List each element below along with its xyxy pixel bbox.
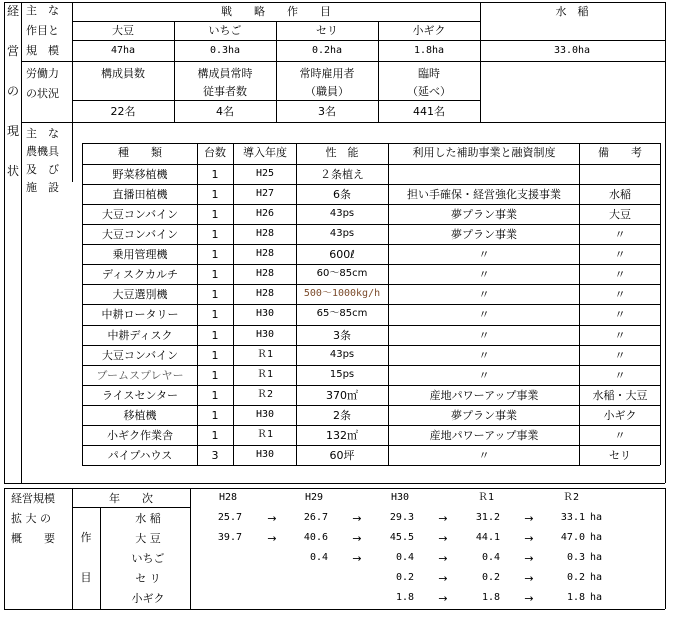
expansion-value: 44.1 — [475, 532, 500, 543]
machinery-cell-perf: 600ℓ — [329, 248, 355, 261]
year-header: H30 — [390, 492, 410, 503]
machinery-cell-perf: 60坪 — [329, 449, 355, 462]
unit-label: ha — [590, 532, 603, 543]
expansion-value: 0.4 — [309, 552, 328, 563]
expansion-value: 0.4 — [481, 552, 500, 563]
labor-header: （職員） — [305, 85, 349, 98]
year-header: Ｒ2 — [562, 492, 580, 503]
machinery-cell-perf: 15ps — [329, 369, 355, 380]
machinery-cell-perf: ２条植え — [320, 168, 364, 181]
machinery-cell-count: 1 — [211, 308, 219, 321]
machinery-header: 種 類 — [118, 146, 162, 159]
expansion-value: 40.6 — [303, 532, 328, 543]
machinery-cell-program: 夢プラン事業 — [451, 228, 517, 241]
machinery-cell-note: 〃 — [614, 429, 626, 442]
machinery-label: 及 び — [26, 163, 59, 176]
machinery-cell-name: 乗用管理機 — [112, 248, 168, 261]
unit-label: ha — [590, 572, 603, 583]
machinery-cell-name: 野菜移植機 — [112, 168, 168, 181]
machinery-cell-year: H26 — [255, 208, 275, 219]
machinery-header: 備 考 — [598, 146, 642, 159]
expansion-crop-name: いちご — [131, 552, 165, 565]
machinery-cell-note: 〃 — [614, 369, 626, 382]
machinery-cell-year: Ｒ1 — [256, 349, 274, 360]
arrow-icon: → — [438, 572, 448, 585]
expansion-value: 26.7 — [303, 512, 328, 523]
labor-header: 構成員数 — [101, 67, 145, 80]
labor-row-label: 労働力 — [26, 67, 59, 80]
arrow-icon: → — [267, 512, 277, 525]
labor-header: 臨時 — [418, 67, 440, 80]
machinery-cell-name: 大豆コンバイン — [101, 208, 179, 221]
expansion-value: 33.1 — [560, 512, 585, 523]
strategy-crops-header: 戦 略 作 目 — [221, 5, 331, 18]
machinery-cell-note: 〃 — [614, 268, 626, 281]
labor-value: 22名 — [110, 105, 136, 118]
expansion-value: 1.8 — [481, 592, 500, 603]
machinery-header: 利用した補助事業と融資制度 — [412, 146, 556, 159]
machinery-label: 農機具 — [26, 145, 59, 158]
labor-header: 従事者数 — [203, 85, 247, 98]
arrow-icon: → — [524, 552, 534, 565]
item-label: 作 — [80, 531, 92, 544]
expansion-value: 0.2 — [566, 572, 585, 583]
rice-header: 水 稲 — [555, 5, 589, 18]
machinery-cell-perf: 132㎡ — [326, 429, 358, 442]
machinery-cell-note: 小ギク — [603, 409, 637, 422]
machinery-header: 台数 — [204, 146, 226, 159]
machinery-cell-count: 1 — [211, 268, 219, 281]
crop-name: 大豆 — [112, 24, 134, 37]
machinery-cell-perf: 60～85cm — [316, 268, 368, 279]
expansion-value: 45.5 — [389, 532, 414, 543]
arrow-icon: → — [267, 532, 277, 545]
machinery-label: 主 な — [26, 127, 59, 140]
machinery-cell-count: 1 — [211, 329, 219, 342]
machinery-cell-note: 水稲・大豆 — [592, 389, 648, 402]
machinery-cell-perf: 43ps — [329, 208, 355, 219]
machinery-cell-count: 1 — [211, 349, 219, 362]
machinery-cell-program: 夢プラン事業 — [451, 409, 517, 422]
labor-value: 441名 — [413, 105, 445, 118]
expansion-value: 0.2 — [395, 572, 414, 583]
machinery-cell-note: 水稲 — [609, 188, 631, 201]
machinery-cell-program: 〃 — [478, 308, 490, 321]
machinery-cell-name: 小ギク作業舎 — [107, 429, 173, 442]
arrow-icon: → — [438, 532, 448, 545]
arrow-icon: → — [352, 552, 362, 565]
labor-value: 3名 — [318, 105, 336, 118]
expansion-value: 1.8 — [566, 592, 585, 603]
machinery-cell-name: 移植機 — [123, 409, 157, 422]
machinery-cell-count: 1 — [211, 248, 219, 261]
labor-row-label: の状況 — [26, 87, 59, 100]
arrow-icon: → — [524, 512, 534, 525]
machinery-cell-count: 1 — [211, 409, 219, 422]
expansion-crop-name: セ リ — [135, 572, 161, 585]
machinery-cell-name: 直播田植機 — [112, 188, 168, 201]
machinery-cell-perf: 500～1000kg/h — [303, 288, 381, 299]
machinery-cell-count: 1 — [211, 429, 219, 442]
machinery-cell-year: H28 — [255, 288, 275, 299]
machinery-cell-year: H28 — [255, 268, 275, 279]
machinery-cell-note: 〃 — [614, 288, 626, 301]
machinery-cell-name: 大豆コンバイン — [101, 228, 179, 241]
machinery-cell-perf: 43ps — [329, 228, 355, 239]
labor-header: 構成員常時 — [197, 67, 253, 80]
machinery-cell-name: ライスセンター — [101, 389, 179, 402]
machinery-cell-year: Ｒ1 — [256, 429, 274, 440]
machinery-cell-perf: 370㎡ — [326, 389, 358, 402]
machinery-cell-count: 1 — [211, 168, 219, 181]
expansion-value: 29.3 — [389, 512, 414, 523]
machinery-cell-program: 〃 — [478, 288, 490, 301]
arrow-icon: → — [524, 572, 534, 585]
machinery-cell-note: 〃 — [614, 248, 626, 261]
year-header: H29 — [304, 492, 324, 503]
arrow-icon: → — [352, 512, 362, 525]
machinery-cell-count: 3 — [211, 449, 219, 462]
unit-label: ha — [590, 512, 603, 523]
expansion-value: 0.4 — [395, 552, 414, 563]
expansion-label: 概 要 — [11, 532, 55, 545]
machinery-cell-count: 1 — [211, 228, 219, 241]
side-label-char: 経 — [6, 4, 20, 18]
machinery-cell-perf: 2条 — [333, 409, 351, 422]
labor-value: 4名 — [216, 105, 234, 118]
labor-header: 常時雇用者 — [299, 67, 355, 80]
machinery-cell-name: 中耕ロータリー — [101, 308, 179, 321]
crop-name: いちご — [208, 24, 242, 37]
crop-name: 小ギク — [412, 24, 446, 37]
unit-label: ha — [590, 592, 603, 603]
machinery-cell-year: H30 — [255, 329, 275, 340]
machinery-cell-program: 夢プラン事業 — [451, 208, 517, 221]
machinery-cell-count: 1 — [211, 208, 219, 221]
machinery-cell-year: H27 — [255, 188, 275, 199]
expansion-crop-name: 大 豆 — [135, 532, 161, 545]
machinery-cell-year: H30 — [255, 409, 275, 420]
arrow-icon: → — [524, 592, 534, 605]
arrow-icon: → — [438, 512, 448, 525]
expansion-crop-name: 小ギク — [131, 592, 165, 605]
arrow-icon: → — [524, 532, 534, 545]
machinery-cell-year: Ｒ1 — [256, 369, 274, 380]
machinery-cell-note: セリ — [609, 449, 631, 462]
expansion-value: 39.7 — [217, 532, 242, 543]
machinery-cell-program: 〃 — [478, 329, 490, 342]
expansion-value: 25.7 — [217, 512, 242, 523]
crops-row-label: 主 な — [26, 4, 59, 17]
side-label-char: 営 — [6, 44, 20, 58]
rice-area: 33.0ha — [553, 45, 591, 56]
machinery-header: 性 能 — [325, 146, 359, 159]
machinery-cell-year: Ｒ2 — [256, 389, 274, 400]
expansion-value: 0.2 — [481, 572, 500, 583]
machinery-cell-note: 大豆 — [609, 208, 631, 221]
expansion-label: 拡 大 の — [11, 512, 51, 525]
crop-area: 47ha — [110, 45, 136, 56]
machinery-cell-perf: 65～85cm — [316, 308, 368, 319]
machinery-cell-note: 〃 — [614, 349, 626, 362]
machinery-cell-perf: 6条 — [333, 188, 351, 201]
machinery-cell-name: ブームスプレヤー — [96, 369, 184, 382]
machinery-cell-name: 大豆コンバイン — [101, 349, 179, 362]
side-label-char: 現 — [6, 124, 20, 138]
year-label: 年 次 — [109, 492, 153, 505]
machinery-cell-program: 〃 — [478, 449, 490, 462]
arrow-icon: → — [352, 532, 362, 545]
machinery-cell-program: 〃 — [478, 268, 490, 281]
side-label-char: 状 — [6, 164, 20, 178]
machinery-cell-count: 1 — [211, 389, 219, 402]
machinery-cell-name: 大豆選別機 — [112, 288, 168, 301]
machinery-cell-year: H28 — [255, 248, 275, 259]
machinery-header: 導入年度 — [243, 146, 287, 159]
machinery-cell-program: 産地パワーアップ事業 — [429, 389, 539, 402]
machinery-cell-year: H30 — [255, 308, 275, 319]
machinery-cell-year: H28 — [255, 228, 275, 239]
expansion-value: 0.3 — [566, 552, 585, 563]
labor-header: （延べ） — [407, 85, 451, 98]
arrow-icon: → — [438, 592, 448, 605]
machinery-cell-perf: 43ps — [329, 349, 355, 360]
expansion-label: 経営規模 — [11, 492, 55, 505]
machinery-cell-perf: 3条 — [333, 329, 351, 342]
expansion-value: 1.8 — [395, 592, 414, 603]
machinery-cell-year: H25 — [255, 168, 275, 179]
machinery-cell-note: 〃 — [614, 228, 626, 241]
expansion-crop-name: 水 稲 — [135, 512, 161, 525]
machinery-cell-count: 1 — [211, 288, 219, 301]
machinery-cell-program: 〃 — [478, 248, 490, 261]
expansion-value: 47.0 — [560, 532, 585, 543]
machinery-cell-program: 〃 — [478, 369, 490, 382]
arrow-icon: → — [438, 552, 448, 565]
unit-label: ha — [590, 552, 603, 563]
machinery-cell-program: 産地パワーアップ事業 — [429, 429, 539, 442]
machinery-cell-name: 中耕ディスク — [107, 329, 173, 342]
machinery-cell-name: ディスクカルチ — [101, 268, 179, 281]
year-header: Ｒ1 — [477, 492, 495, 503]
item-label: 目 — [80, 571, 92, 584]
crop-area: 1.8ha — [413, 45, 445, 56]
year-header: H28 — [218, 492, 238, 503]
machinery-cell-note: 〃 — [614, 308, 626, 321]
machinery-cell-program: 〃 — [478, 349, 490, 362]
crops-row-label: 作目と — [26, 24, 59, 37]
machinery-cell-name: パイプハウス — [107, 449, 173, 462]
side-label-char: の — [6, 84, 20, 98]
machinery-cell-program: 担い手確保・経営強化支援事業 — [407, 188, 561, 201]
machinery-cell-year: H30 — [255, 449, 275, 460]
expansion-value: 31.2 — [475, 512, 500, 523]
crop-name: セリ — [316, 24, 338, 37]
machinery-label: 施 設 — [26, 181, 59, 194]
machinery-cell-note: 〃 — [614, 329, 626, 342]
machinery-cell-count: 1 — [211, 369, 219, 382]
machinery-cell-count: 1 — [211, 188, 219, 201]
crops-row-label: 規 模 — [26, 44, 59, 57]
crop-area: 0.2ha — [311, 45, 343, 56]
crop-area: 0.3ha — [209, 45, 241, 56]
